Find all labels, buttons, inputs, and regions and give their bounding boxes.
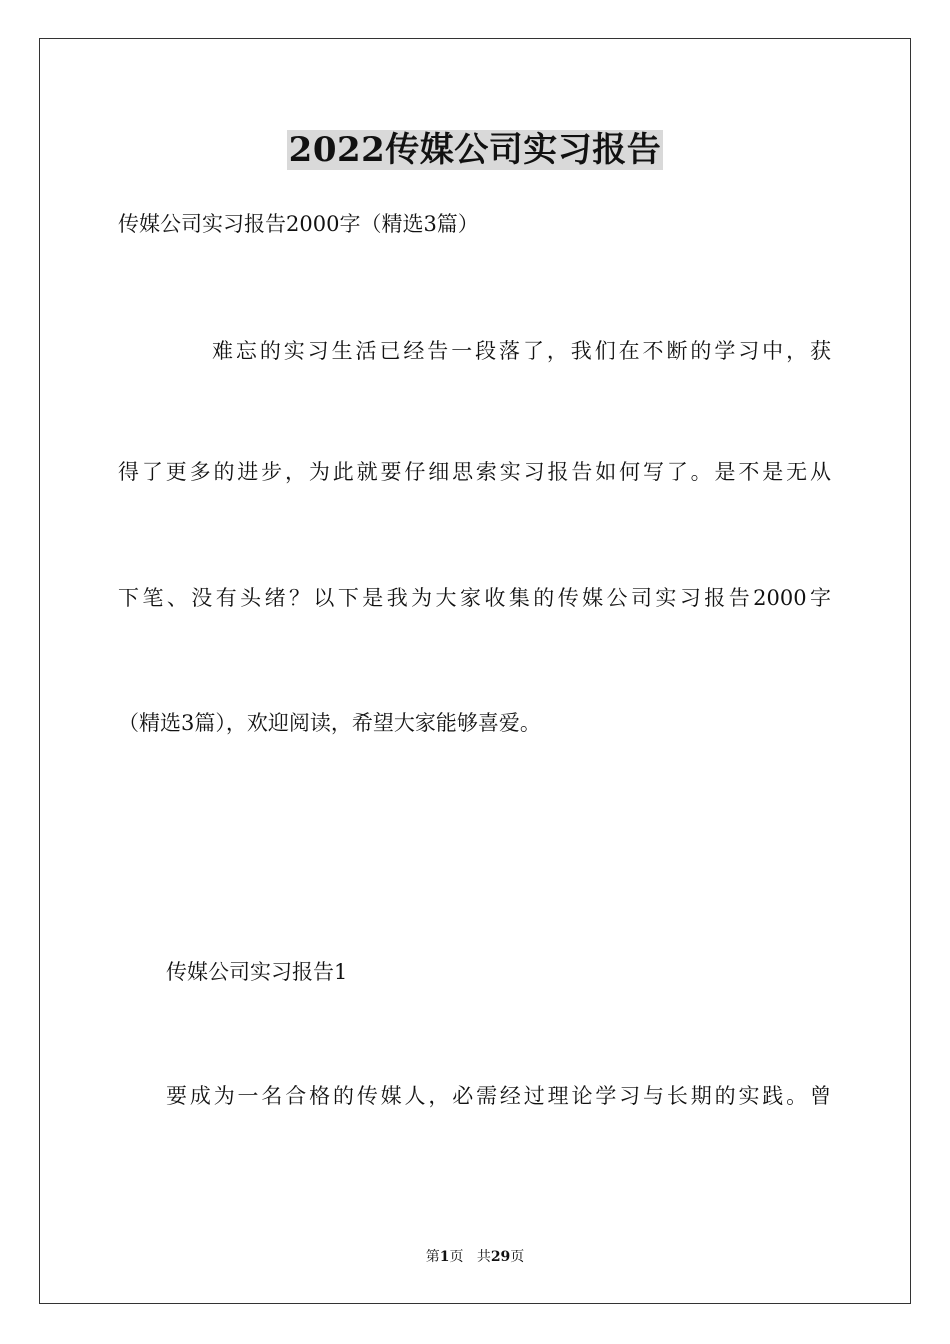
body-line-1: 要成为一名合格的传媒人，必需经过理论学习与长期的实践。曾	[166, 1084, 831, 1108]
page-suffix: 页	[449, 1249, 464, 1265]
page-total: 29	[490, 1249, 511, 1265]
document-title-text: 2022传媒公司实习报告	[288, 130, 662, 170]
page-footer	[0, 1248, 950, 1266]
section-heading: 传媒公司实习报告1	[166, 960, 348, 984]
page-current: 1	[439, 1249, 450, 1265]
intro-line-1: 难忘的实习生活已经告一段落了，我们在不断的学习中，获	[212, 339, 831, 363]
total-suffix: 页	[510, 1249, 525, 1265]
page-prefix: 第	[425, 1249, 440, 1265]
document-title	[0, 128, 950, 172]
intro-line-3: 下笔、没有头绪？以下是我为大家收集的传媒公司实习报告2000字	[118, 586, 831, 610]
intro-line-2: 得了更多的进步，为此就要仔细思索实习报告如何写了。是不是无从	[118, 460, 831, 484]
document-subtitle: 传媒公司实习报告2000字（精选3篇）	[118, 212, 479, 236]
intro-line-4: （精选3篇），欢迎阅读，希望大家能够喜爱。	[118, 711, 541, 735]
total-prefix: 共	[476, 1249, 491, 1265]
